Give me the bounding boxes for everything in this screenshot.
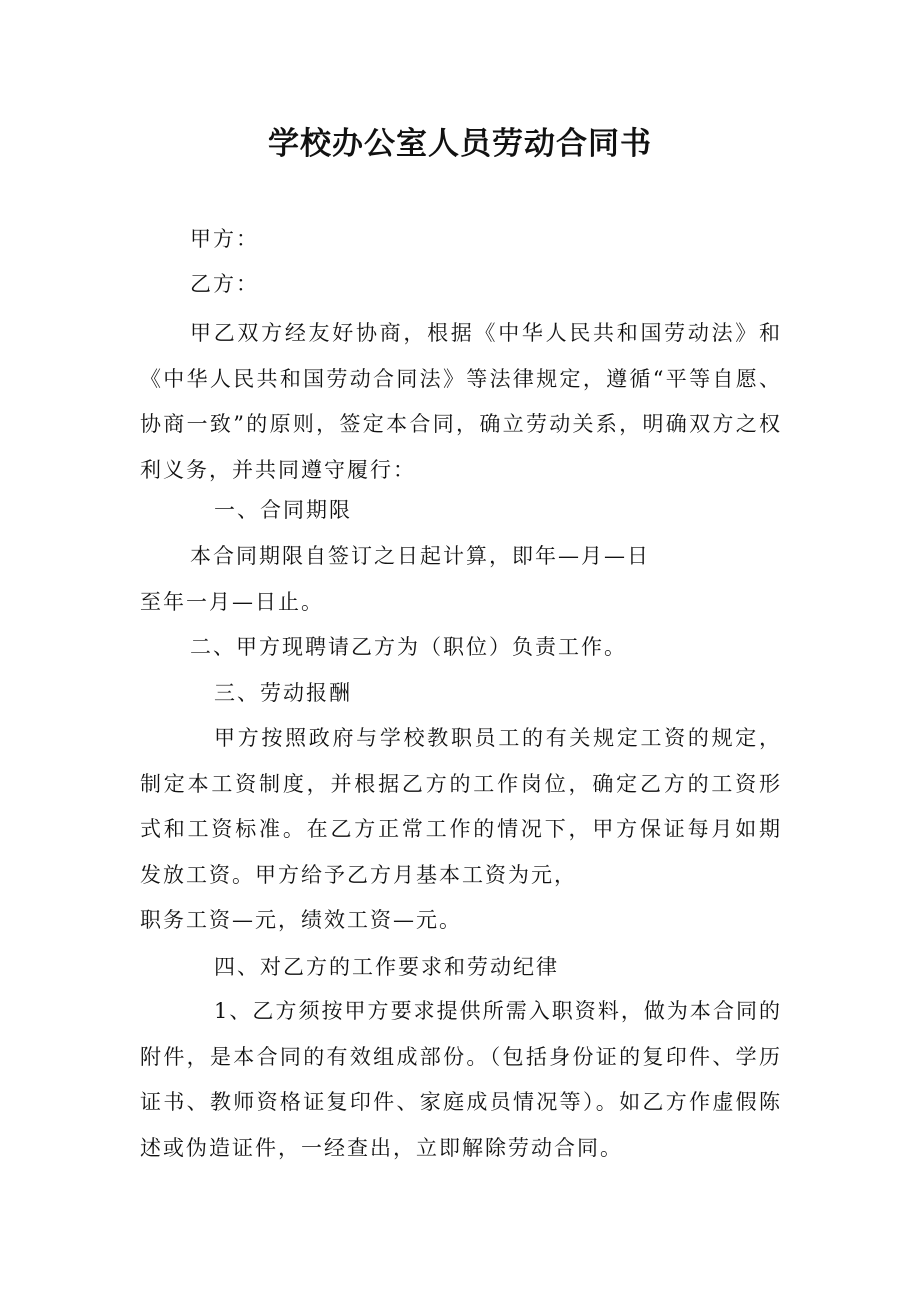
section-4-heading: 四、对乙方的工作要求和劳动纪律 bbox=[214, 955, 559, 979]
section-3-paragraph: 甲方按照政府与学校教职员工的有关规定工资的规定，制定本工资制度，并根据乙方的工作岗位，确定乙方的工资形式和工资标准。在乙方正常工作的情况下，甲方保证每月如期发放工资。甲方给予乙方月基本工资为元， bbox=[140, 726, 782, 887]
document-title: 学校办公室人员劳动合同书 bbox=[268, 126, 652, 162]
party-a-label: 甲方： bbox=[190, 227, 259, 251]
section-1-heading: 一、合同期限 bbox=[214, 498, 352, 522]
section-3-heading: 三、劳动报酬 bbox=[214, 681, 352, 705]
party-b-label: 乙方： bbox=[190, 272, 259, 296]
section-1-term-end-line: 至年一月—日止。 bbox=[140, 590, 324, 614]
section-1-term-line: 本合同期限自签订之日起计算，即年—月—日 bbox=[190, 544, 650, 568]
preamble-paragraph: 甲乙双方经友好协商，根据《中华人民共和国劳动法》和《中华人民共和国劳动合同法》等法律规定，遵循“平等自愿、协商一致”的原则，签定本合同，确立劳动关系，明确双方之权利义务，并共同遵守履行： bbox=[140, 321, 782, 482]
section-2-position: 二、甲方现聘请乙方为（职位）负责工作。 bbox=[190, 635, 627, 659]
section-3-salary-line: 职务工资—元，绩效工资—元。 bbox=[140, 908, 462, 932]
section-4-item-1: 1、乙方须按甲方要求提供所需入职资料，做为本合同的附件，是本合同的有效组成部份。（包括身份证的复印件、学历证书、教师资格证复印件、家庭成员情况等）。如乙方作虚假陈述或伪造证件，一经查出，立即解除劳动合同。 bbox=[140, 999, 782, 1160]
